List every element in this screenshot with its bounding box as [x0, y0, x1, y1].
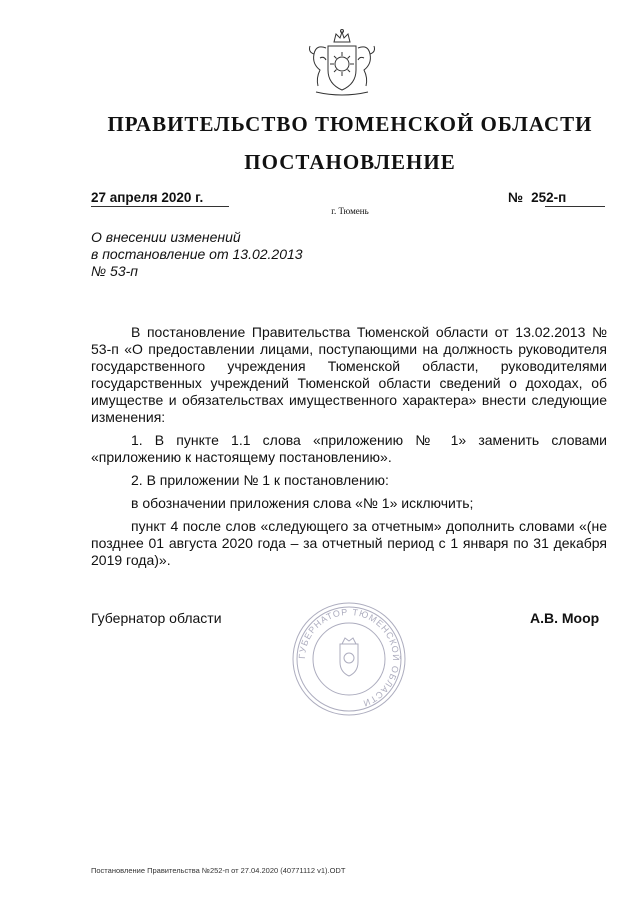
- body-paragraph: в обозначении приложения слова «№ 1» исключить;: [131, 495, 474, 511]
- body-paragraph: 2. В приложении № 1 к постановлению:: [131, 472, 389, 488]
- city: г. Тюмень: [331, 206, 369, 216]
- number-label: №: [508, 190, 524, 205]
- subject-line: № 53-п: [91, 263, 138, 279]
- signatory-name: А.В. Моор: [530, 610, 600, 626]
- document-date: 27 апреля 2020 г.: [91, 190, 204, 205]
- body-paragraph: пункт 4 после слов «следующего за отчетным» дополнить словами «(не позднее 01 августа 2020 года – за отчетный период с 1 января по 31 декабря 2019 года)».: [91, 518, 607, 568]
- document-number: [508, 190, 566, 205]
- document-type: ПОСТАНОВЛЕНИЕ: [244, 150, 456, 174]
- document-subject: [91, 229, 303, 280]
- document-body: [91, 324, 607, 569]
- footer-file-info: Постановление Правительства №252-п от 27.04.2020 (40771112 v1).ODT: [91, 866, 346, 875]
- seal-text: ГУБЕРНАТОР ТЮМЕНСКОЙ ОБЛАСТИ: [296, 606, 402, 709]
- subject-line: в постановление от 13.02.2013: [91, 246, 303, 262]
- signatory-title: Губернатор области: [91, 610, 222, 626]
- body-paragraph: В постановление Правительства Тюменской области от 13.02.2013 № 53-п «О предоставлении лицами, поступающими на должность руководителя государственного учреждения Тюменской области, руководителями государственных учреждений Тюменской области сведений о доходах, об имуществе и обязательствах имущественного характера» внести следующие изменения:: [91, 324, 607, 425]
- subject-line: О внесении изменений: [91, 229, 241, 245]
- coat-of-arms-icon: [300, 28, 384, 100]
- organization-title: ПРАВИТЕЛЬСТВО ТЮМЕНСКОЙ ОБЛАСТИ: [107, 112, 593, 136]
- body-paragraph: 1. В пункте 1.1 слова «приложению № 1» заменить словами «приложению к настоящему постановлению».: [91, 432, 607, 465]
- official-seal-icon: [290, 600, 408, 718]
- number-value: 252-п: [531, 190, 567, 205]
